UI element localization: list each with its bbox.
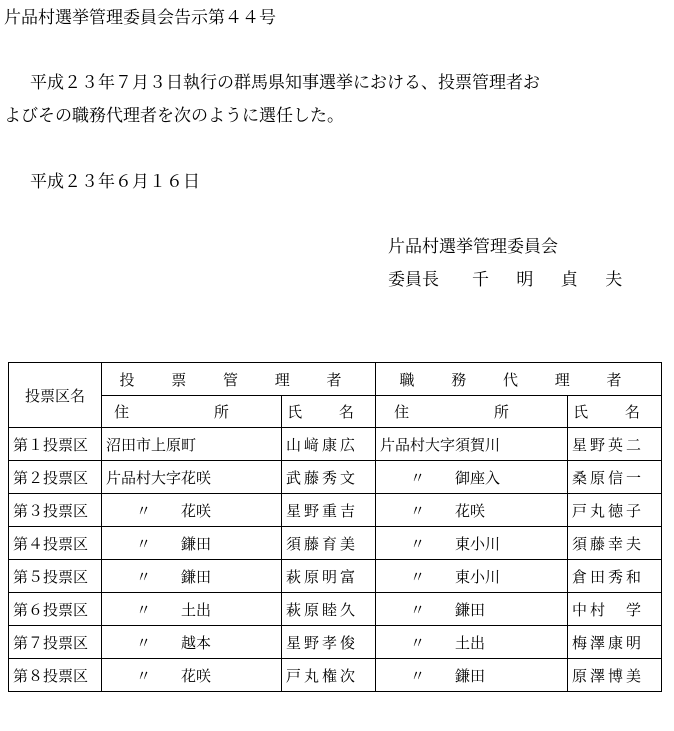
deputy-address-cell: 〃 東小川 [376,527,568,560]
deputy-name-cell: 梅澤康明 [568,626,662,659]
district-cell: 第２投票区 [9,461,102,494]
issuing-organization: 片品村選挙管理委員会 [388,237,558,257]
table-row [9,527,662,560]
deputy-address-header: 住 所 [376,396,568,428]
table-row [9,494,662,527]
district-cell: 第４投票区 [9,527,102,560]
manager-name-cell: 武藤秀文 [282,461,376,494]
manager-header: 投 票 管 理 者 [102,363,376,396]
manager-name-cell: 山﨑康広 [282,428,376,461]
notice-date: 平成２３年６月１６日 [30,172,200,192]
district-cell: 第５投票区 [9,560,102,593]
signer-role: 委員長 [388,270,439,290]
manager-address-cell: 〃 鎌田 [102,560,282,593]
deputy-name-cell: 星野英二 [568,428,662,461]
signer-name: 千 明 貞 夫 [472,270,634,290]
manager-address-cell: 〃 越本 [102,626,282,659]
deputy-address-cell: 〃 花咲 [376,494,568,527]
manager-name-cell: 萩原明富 [282,560,376,593]
manager-address-cell: 〃 花咲 [102,659,282,692]
manager-address-cell: 片品村大字花咲 [102,461,282,494]
deputy-name-header: 氏 名 [568,396,662,428]
manager-address-cell: 〃 花咲 [102,494,282,527]
appointment-table [8,362,662,692]
deputy-address-cell: 〃 鎌田 [376,593,568,626]
district-cell: 第８投票区 [9,659,102,692]
district-cell: 第１投票区 [9,428,102,461]
deputy-address-cell: 〃 御座入 [376,461,568,494]
manager-name-cell: 星野孝俊 [282,626,376,659]
deputy-name-cell: 中村 学 [568,593,662,626]
manager-name-cell: 須藤育美 [282,527,376,560]
deputy-address-cell: 〃 東小川 [376,560,568,593]
manager-name-header: 氏 名 [282,396,376,428]
manager-address-cell: 〃 鎌田 [102,527,282,560]
deputy-name-cell: 倉田秀和 [568,560,662,593]
manager-address-header: 住 所 [102,396,282,428]
notice-title: 片品村選挙管理委員会告示第４４号 [4,8,276,28]
table-row [9,461,662,494]
table-row [9,659,662,692]
district-cell: 第７投票区 [9,626,102,659]
manager-address-cell: 沼田市上原町 [102,428,282,461]
deputy-header: 職 務 代 理 者 [376,363,662,396]
notice-body-line-2: よびその職務代理者を次のように選任した。 [4,106,344,126]
manager-name-cell: 戸丸権次 [282,659,376,692]
table-row [9,626,662,659]
deputy-name-cell: 桑原信一 [568,461,662,494]
district-header: 投票区名 [9,363,102,428]
deputy-name-cell: 戸丸徳子 [568,494,662,527]
notice-body-line-1: 平成２３年７月３日執行の群馬県知事選挙における、投票管理者お [30,73,540,93]
district-cell: 第６投票区 [9,593,102,626]
manager-name-cell: 萩原睦久 [282,593,376,626]
deputy-address-cell: 〃 鎌田 [376,659,568,692]
deputy-address-cell: 片品村大字須賀川 [376,428,568,461]
table-row [9,560,662,593]
manager-address-cell: 〃 土出 [102,593,282,626]
district-cell: 第３投票区 [9,494,102,527]
manager-name-cell: 星野重吉 [282,494,376,527]
signer [388,270,633,290]
table-row [9,428,662,461]
deputy-name-cell: 須藤幸夫 [568,527,662,560]
deputy-name-cell: 原澤博美 [568,659,662,692]
deputy-address-cell: 〃 土出 [376,626,568,659]
table-row [9,593,662,626]
